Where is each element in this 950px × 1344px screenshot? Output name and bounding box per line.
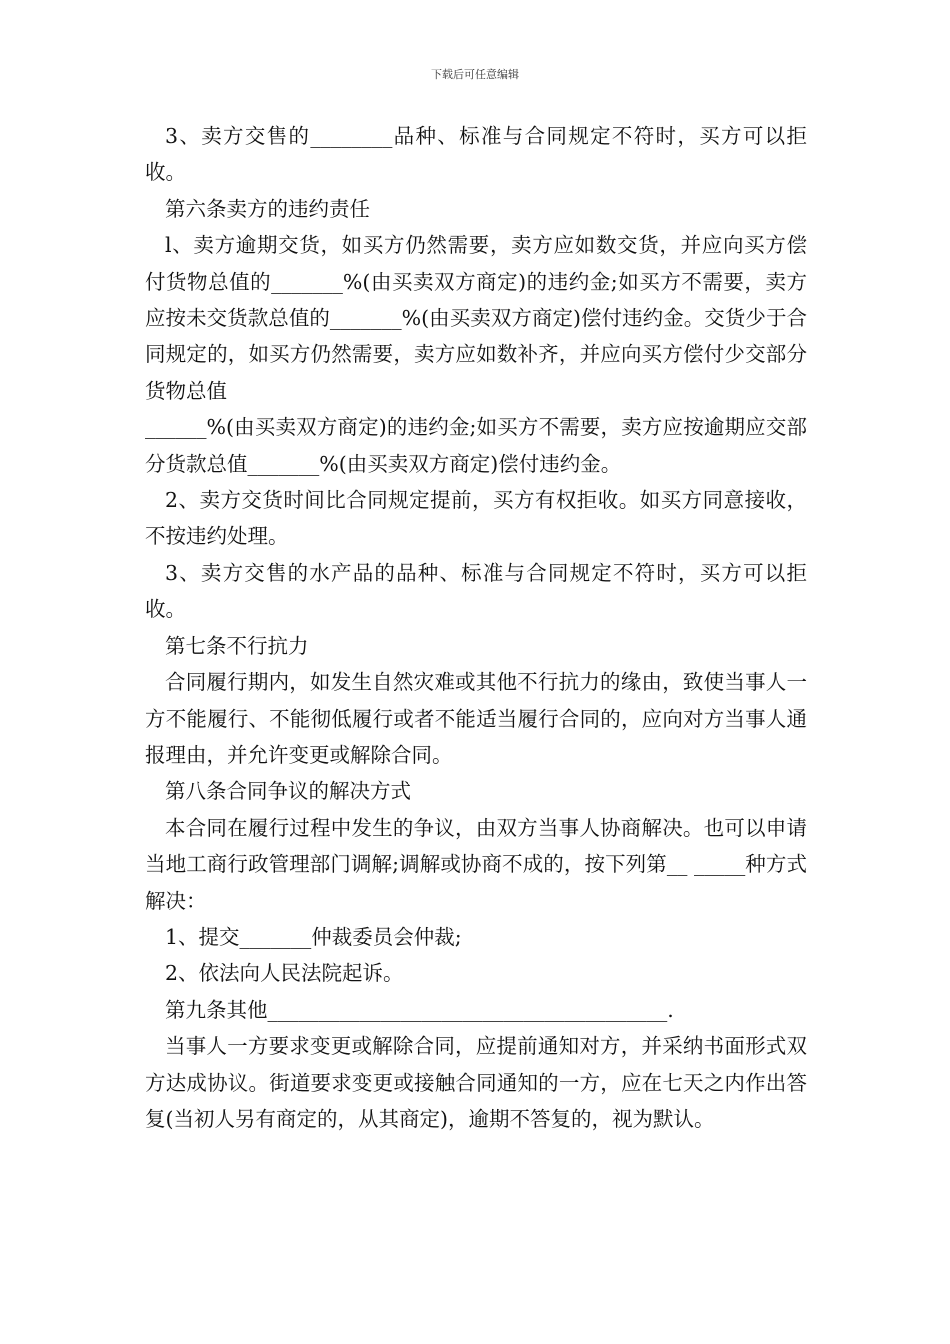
paragraph-dispute-resolution: 本合同在履行过程中发生的争议，由双方当事人协商解决。也可以申请当地工商行政管理部门调解;调解或协商不成的，按下列第__ _____种方式解决：	[145, 815, 807, 913]
paragraph-early-delivery: 2、卖方交货时间比合同规定提前，买方有权拒收。如买方同意接收，不按违约处理。	[145, 488, 807, 549]
paragraph-late-delivery-cont: ______%(由买卖双方商定)的违约金;如买方不需要，卖方应按逾期应交部分货款总值_______%(由买卖双方商定)偿付违约金。	[145, 415, 807, 476]
article-9-title: 第九条其他_______________________________________.	[165, 997, 674, 1022]
article-7-title: 第七条不行抗力	[165, 633, 309, 658]
document-body	[145, 118, 807, 1137]
paragraph-item-3-quality: 3、卖方交售的________品种、标准与合同规定不符时，买方可以拒收。	[145, 124, 807, 185]
paragraph-arbitration: 1、提交_______仲裁委员会仲裁;	[165, 924, 462, 949]
page-header: 下载后可任意编辑	[431, 68, 519, 81]
paragraph-late-delivery: l、卖方逾期交货，如买方仍然需要，卖方应如数交货，并应向买方偿付货物总值的_______%(由买卖双方商定)的违约金;如买方不需要，卖方应按未交货款总值的_______%(由买卖双方商定)偿付违约金。交货少于合同规定的，如买方仍然需要，卖方应如数补齐，并应向买方偿付少交部分货物总值	[145, 233, 807, 403]
article-8-title: 第八条合同争议的解决方式	[165, 779, 411, 804]
paragraph-force-majeure: 合同履行期内，如发生自然灾难或其他不行抗力的缘由，致使当事人一方不能履行、不能彻低履行或者不能适当履行合同的，应向对方当事人通报理由，并允许变更或解除合同。	[145, 670, 807, 767]
paragraph-amendment: 当事人一方要求变更或解除合同，应提前通知对方，并采纳书面形式双方达成协议。街道要求变更或接触合同通知的一方，应在七天之内作出答复(当初人另有商定的，从其商定)，逾期不答复的，视为默认。	[145, 1034, 807, 1131]
paragraph-seafood-quality: 3、卖方交售的水产品的品种、标准与合同规定不符时，买方可以拒收。	[145, 560, 807, 622]
paragraph-litigation: 2、依法向人民法院起诉。	[165, 961, 404, 986]
article-6-title: 第六条卖方的违约责任	[165, 196, 370, 221]
